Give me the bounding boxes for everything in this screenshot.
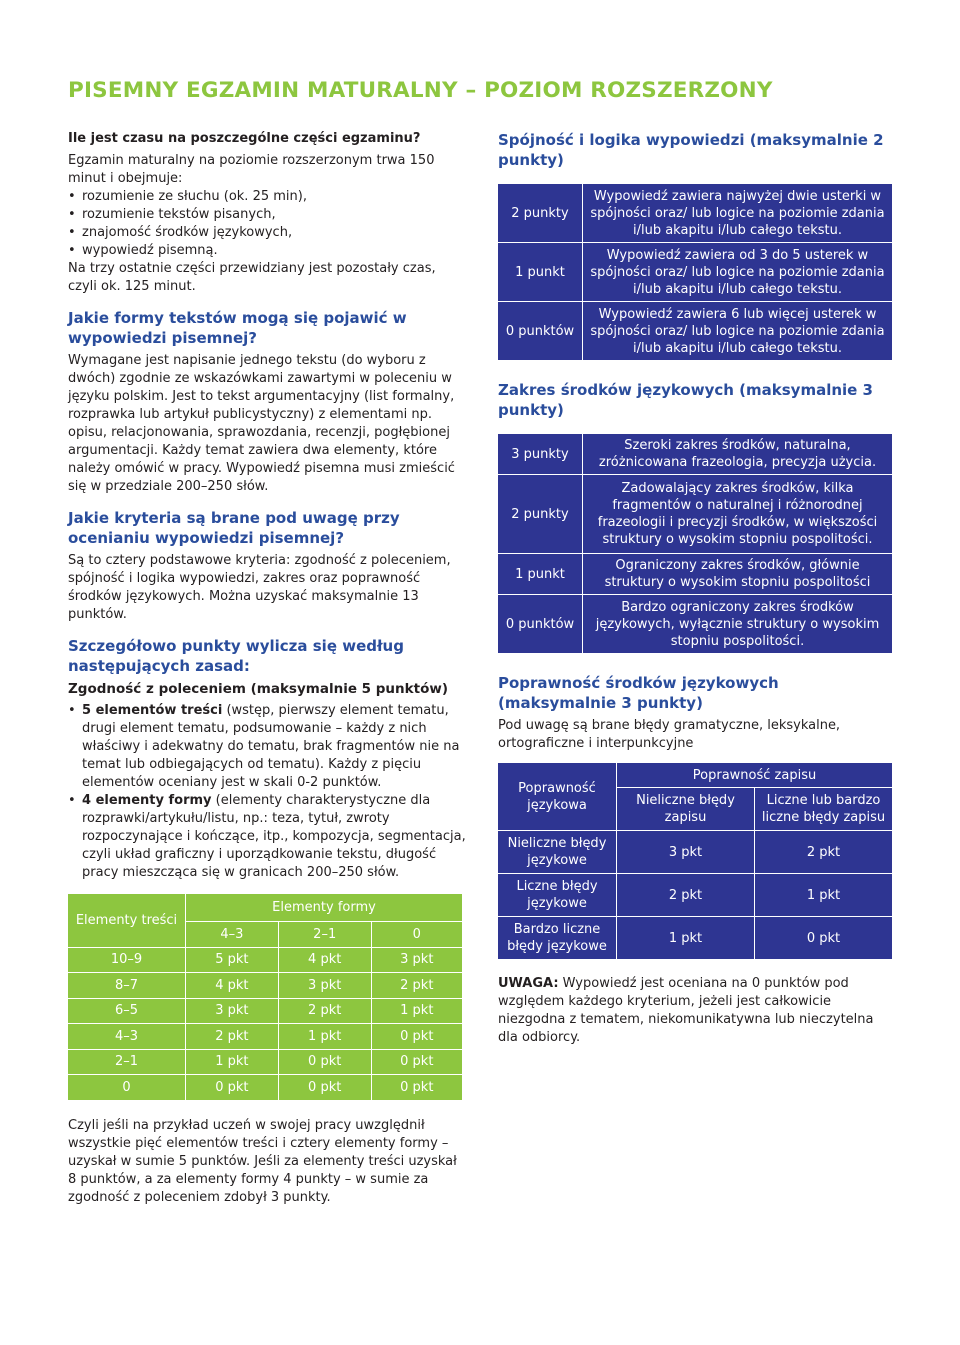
table-cell: 2 pkt — [755, 831, 892, 873]
form-elements-text: (elementy charakterystyczne dla rozprawki/artykułu/listu, np.: teza, tytuł, zwroty rozpoczynające i kończące, itp., kompozycja, segmentacja, czyli układ graficzny i uporządkowanie tekstu, długość pracy mieszcząca się w granicach 200–250 słów. — [82, 793, 466, 880]
row-label: Nieliczne błędy językowe — [498, 831, 616, 873]
table-cell: 2 pkt — [372, 973, 462, 999]
row-label: 2 punkty — [498, 184, 582, 242]
table-cell: 0 pkt — [372, 1075, 462, 1101]
page-footer — [0, 1320, 960, 1345]
list-item: • wypowiedź pisemną. — [68, 242, 468, 260]
correctness-table — [498, 763, 892, 959]
heading-correctness: Poprawność środków językowych (maksymalnie 3 punkty) — [498, 674, 779, 712]
table-cell: Zadowalający zakres środków, kilka fragmentów o naturalnej i różnorodnej frazeologii i precyzji środków, w większości struktury o wysokim stopniu pospolitości. — [583, 475, 892, 553]
range-table — [498, 434, 892, 653]
row-label: 10–9 — [68, 948, 186, 974]
warning-text: Wypowiedź jest oceniana na 0 punktów pod względem każdego kryterium, jeżeli jest całkowicie niezgodna z tematem, niekomunikatywna lub nieczytelna dla odbiorcy. — [498, 976, 874, 1045]
table-cell: Bardzo ograniczony zakres środków językowych, wyłącznie struktury o wysokim stopniu pospolitości. — [583, 595, 892, 653]
table-header-zapis: Poprawność zapisu — [617, 763, 892, 787]
table-corner: Poprawność językowa — [498, 763, 616, 830]
table-cell: 4 pkt — [186, 973, 279, 999]
table-cell: 1 pkt — [755, 874, 892, 916]
table-cell: 0 pkt — [186, 1075, 279, 1101]
row-label: 3 punkty — [498, 434, 582, 474]
table-cell: Ograniczony zakres środków, głównie struktury o wysokim stopniu pospolitości — [583, 554, 892, 594]
column-header: 0 — [372, 922, 462, 948]
heading-detailed-points: Szczegółowo punkty wylicza się według następujących zasad: — [68, 637, 404, 675]
table-cell: 3 pkt — [617, 831, 754, 873]
heading-task-compliance: Zgodność z poleceniem (maksymalnie 5 punktów) — [68, 681, 448, 697]
table-cell: 0 pkt — [372, 1024, 462, 1050]
row-label: Liczne błędy językowe — [498, 874, 616, 916]
correctness-intro: Pod uwagę są brane błędy gramatyczne, leksykalne, ortograficzne i interpunkcyjne — [498, 718, 841, 751]
coherence-table — [498, 184, 892, 360]
table-corner: Elementy treści — [68, 894, 186, 948]
content-elements-text: (wstęp, pierwszy element tematu, drugi element tematu, podsumowanie – każdy z nich właściwy i adekwatny do tematu, brak fragmentów nie na temat lub odbiegających od tematu). Każdy z pięciu elementów oceniany jest w skali 0-2 punktów. — [82, 703, 460, 790]
criteria-paragraph: Są to cztery podstawowe kryteria: zgodność z poleceniem, spójność i logika wypowiedzi, zakres oraz poprawność środków językowych. Można uzyskać maksymalnie 13 punktów. — [68, 553, 451, 622]
table-header-forma: Elementy formy — [186, 894, 462, 922]
column-header: Nieliczne błędy zapisu — [617, 788, 754, 830]
row-label: 2–1 — [68, 1050, 186, 1076]
heading-range: Zakres środków językowych (maksymalnie 3 punkty) — [498, 381, 873, 419]
column-header: 4–3 — [186, 922, 279, 948]
table-row — [68, 1024, 462, 1050]
form-elements-label: 4 elementy formy — [82, 793, 212, 808]
table-row — [68, 973, 462, 999]
table-cell: 3 pkt — [279, 973, 372, 999]
table-cell: 1 pkt — [617, 917, 754, 959]
right-column — [498, 132, 894, 1047]
column-header: Liczne lub bardzo liczne błędy zapisu — [755, 788, 892, 830]
table-cell: Wypowiedź zawiera od 3 do 5 usterek w spójności oraz/ lub logice na poziomie zdania i/lub akapitu i/lub całego tekstu. — [583, 243, 892, 301]
heading-criteria: Jakie kryteria są brane pod uwagę przy ocenianiu wypowiedzi pisemnej? — [68, 509, 400, 547]
text-forms-paragraph: Wymagane jest napisanie jednego tekstu (do wyboru z dwóch) zgodnie ze wskazówkami zawartymi w poleceniu w języku polskim. Jest to tekst argumentacyjny (list formalny, rozprawka lub artykuł publicystyczny) z elementami np. opisu, relacjonowania, sprawozdania, recenzji, pogłębionej argumentacji. Każdy temat zawiera dwa elementy, które należy omówić w pracy. Wypowiedź pisemna musi zmieścić się w przedziale 200–250 słów. — [68, 353, 455, 494]
remaining-time-text: Na trzy ostatnie części przewidziany jest pozostały czas, czyli ok. 125 minut. — [68, 261, 436, 294]
row-label: 1 punkt — [498, 243, 582, 301]
row-label: 0 — [68, 1075, 186, 1101]
exam-duration-text: Egzamin maturalny na poziomie rozszerzonym trwa 150 minut i obejmuje: — [68, 153, 435, 186]
table-row — [68, 1075, 462, 1101]
table-cell: Wypowiedź zawiera 6 lub więcej usterek w spójności oraz/ lub logice na poziomie zdania i/lub akapitu i/lub całego tekstu. — [583, 302, 892, 360]
example-paragraph: Czyli jeśli na przykład uczeń w swojej pracy uwzględnił wszystkie pięć elementów treści i cztery elementy formy – uzyskał w sumie 5 punktów. Jeśli za elementy treści uzyskał 8 punktów, a za elementy formy 4 punkty – w sumie za zgodność z poleceniem zdobył 3 punkty. — [68, 1117, 457, 1205]
table-row — [68, 948, 462, 974]
table-cell: 2 pkt — [279, 999, 372, 1025]
row-label: 1 punkt — [498, 554, 582, 594]
list-item: • rozumienie ze słuchu (ok. 25 min), — [68, 188, 468, 206]
table-cell: Wypowiedź zawiera najwyżej dwie usterki w spójności oraz/ lub logice na poziomie zdania i/lub akapitu i/lub całego tekstu. — [583, 184, 892, 242]
table-cell: 0 pkt — [279, 1075, 372, 1101]
table-cell: Szeroki zakres środków, naturalna, zróżnicowana frazeologia, precyzja użycia. — [583, 434, 892, 474]
table-cell: 0 pkt — [279, 1050, 372, 1076]
table-cell: 2 pkt — [617, 874, 754, 916]
row-label: 8–7 — [68, 973, 186, 999]
column-header: 2–1 — [279, 922, 372, 948]
warning-note — [498, 975, 894, 1047]
question-time: Ile jest czasu na poszczególne części egzaminu? — [68, 131, 421, 146]
content-elements-label: 5 elementów treści — [82, 703, 223, 718]
left-column — [68, 132, 468, 1207]
page-title: PISEMNY EGZAMIN MATURALNY – POZIOM ROZSZERZONY — [68, 78, 773, 103]
heading-coherence: Spójność i logika wypowiedzi (maksymalnie 2 punkty) — [498, 131, 884, 169]
compliance-score-table — [68, 894, 462, 1101]
list-item — [68, 702, 468, 792]
table-cell: 0 pkt — [755, 917, 892, 959]
exam-parts-list — [68, 188, 468, 260]
row-label: 0 punktów — [498, 595, 582, 653]
list-item: • znajomość środków językowych, — [68, 224, 468, 242]
warning-label: UWAGA: — [498, 976, 559, 991]
list-item: • rozumienie tekstów pisanych, — [68, 206, 468, 224]
row-label: 2 punkty — [498, 475, 582, 553]
row-label: 0 punktów — [498, 302, 582, 360]
list-item — [68, 792, 468, 882]
row-label: 6–5 — [68, 999, 186, 1025]
table-cell: 2 pkt — [186, 1024, 279, 1050]
table-cell: 1 pkt — [186, 1050, 279, 1076]
row-label: 4–3 — [68, 1024, 186, 1050]
table-row — [68, 1050, 462, 1076]
table-cell: 1 pkt — [279, 1024, 372, 1050]
table-cell: 3 pkt — [372, 948, 462, 974]
table-cell: 0 pkt — [372, 1050, 462, 1076]
row-label: Bardzo liczne błędy językowe — [498, 917, 616, 959]
heading-text-forms: Jakie formy tekstów mogą się pojawić w wypowiedzi pisemnej? — [68, 309, 407, 347]
table-row — [68, 999, 462, 1025]
table-cell: 3 pkt — [186, 999, 279, 1025]
table-cell: 5 pkt — [186, 948, 279, 974]
compliance-list — [68, 702, 468, 882]
table-cell: 4 pkt — [279, 948, 372, 974]
table-cell: 1 pkt — [372, 999, 462, 1025]
